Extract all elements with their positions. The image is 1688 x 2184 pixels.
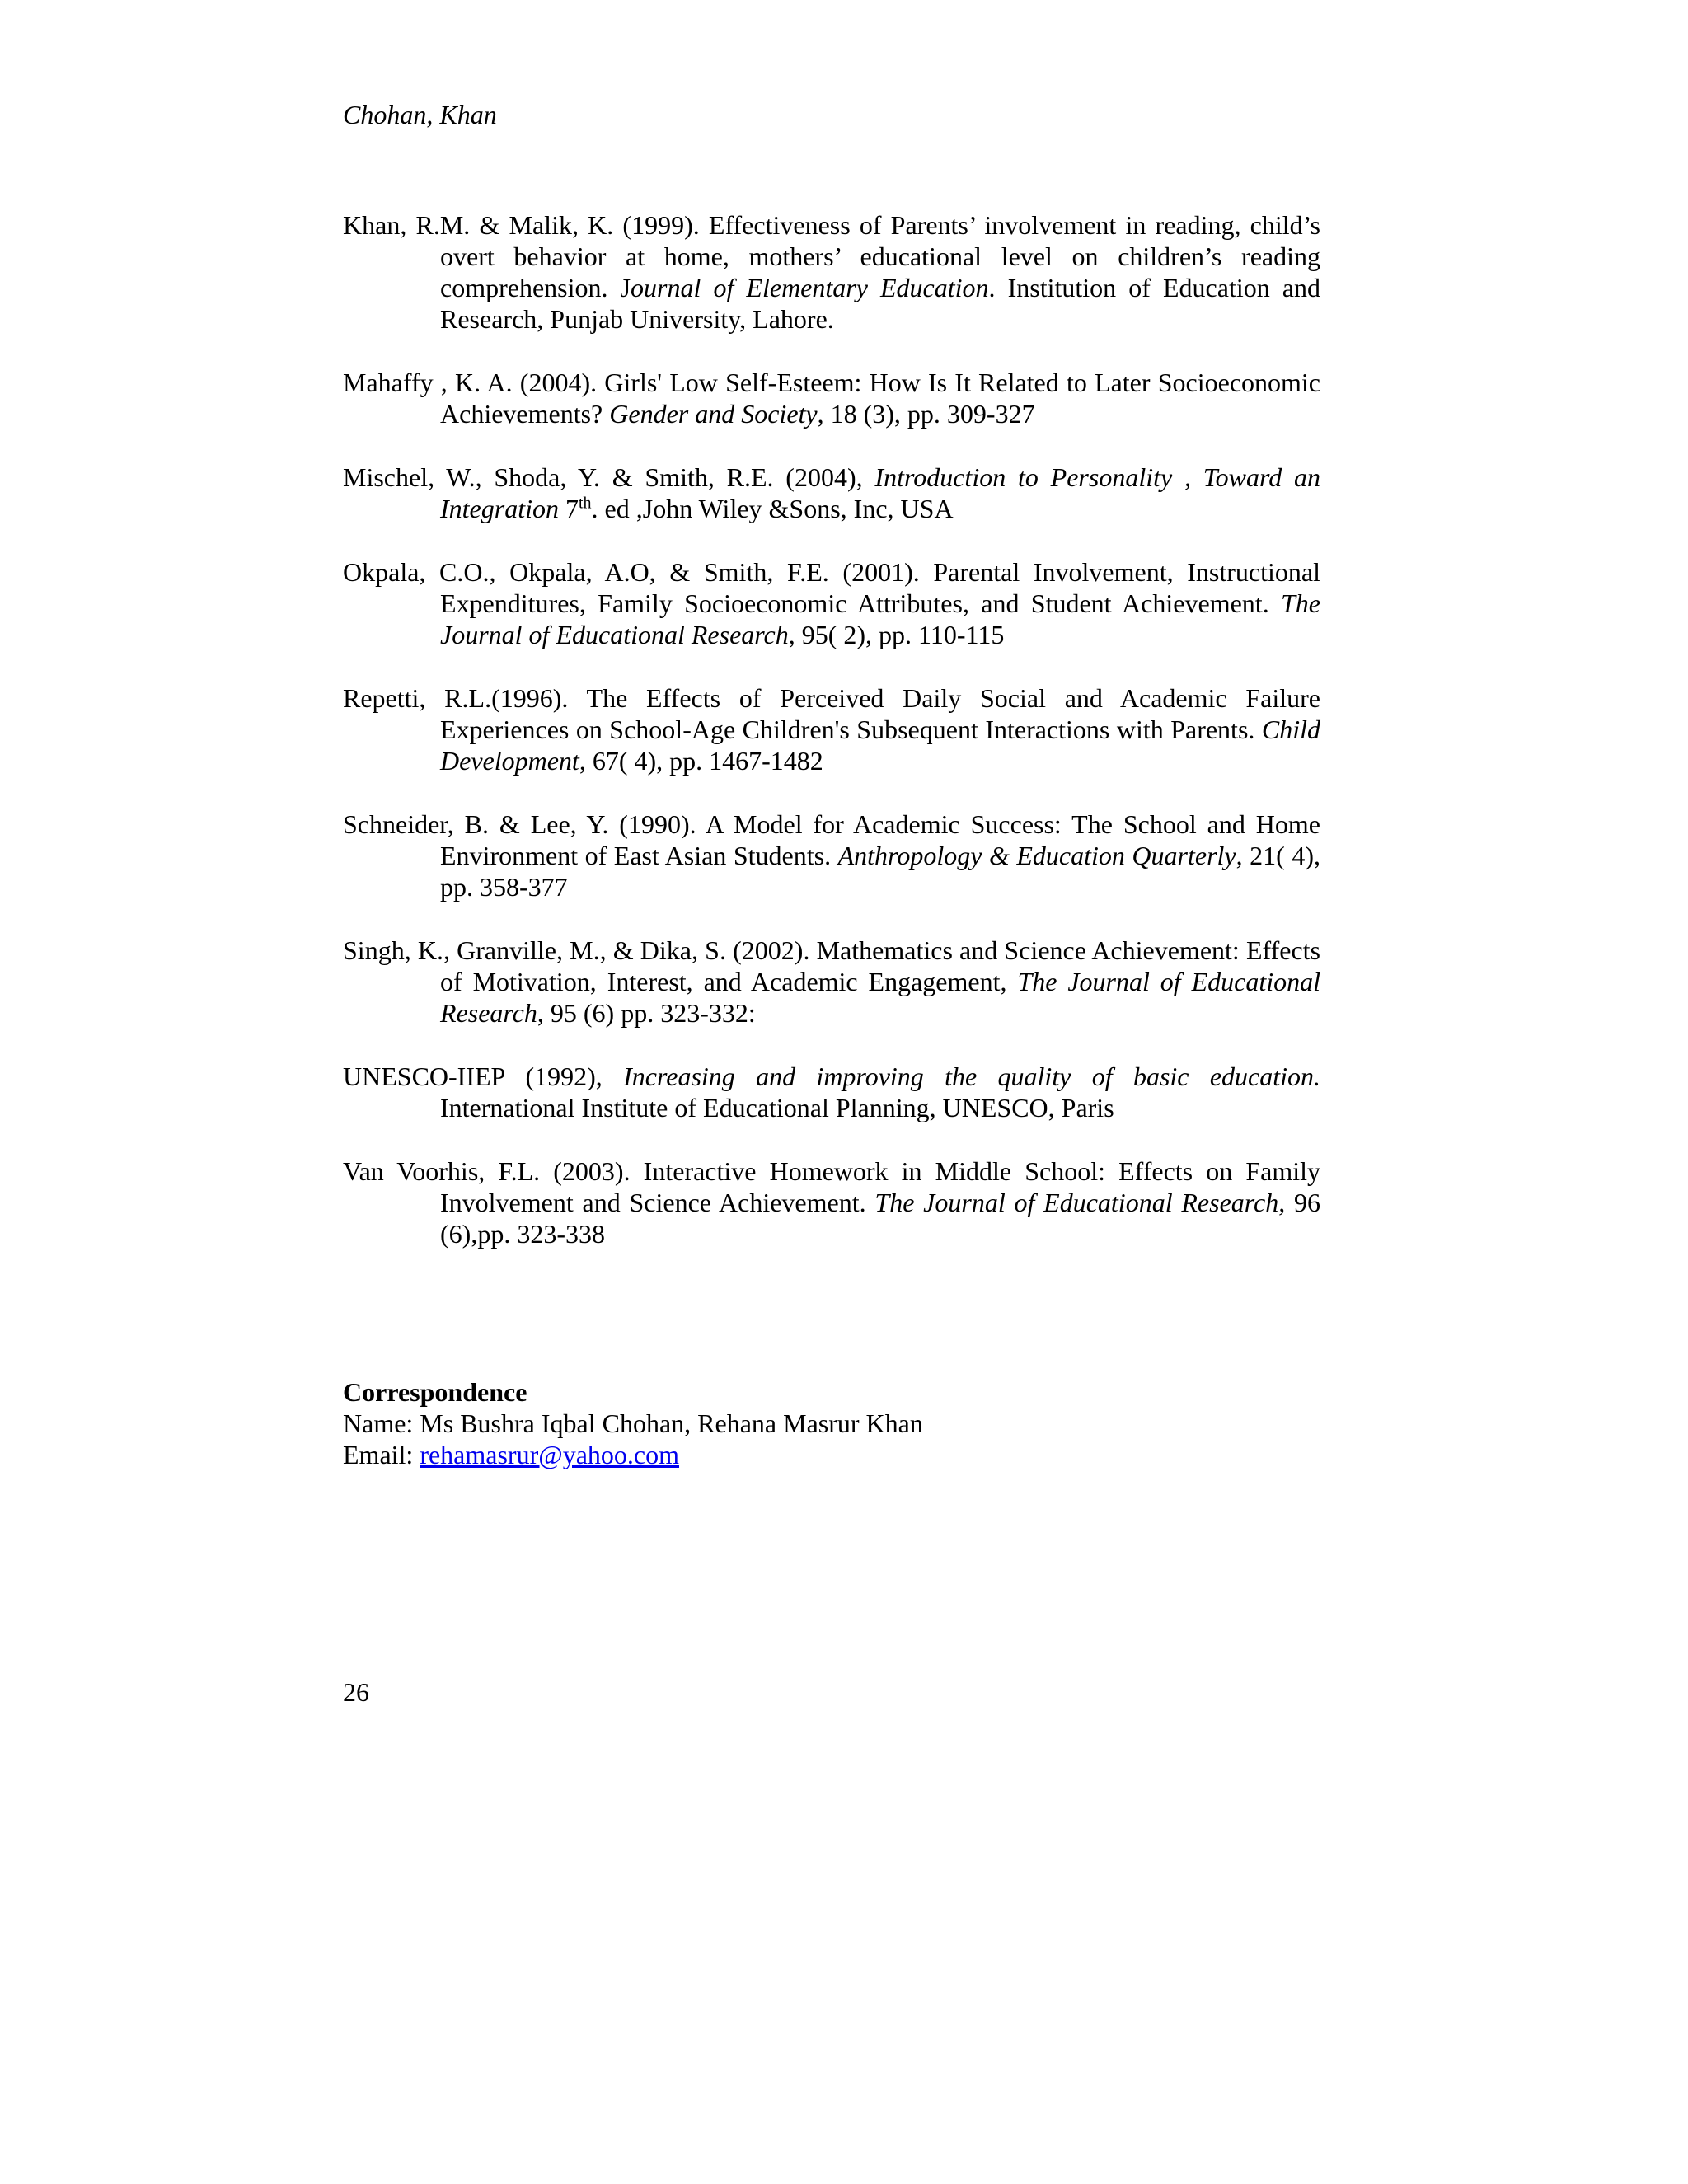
- reference-entry: [343, 209, 1320, 335]
- page-number: 26: [343, 1677, 369, 1707]
- correspondence-email-line: [343, 1439, 923, 1470]
- reference-text: , 95( 2), pp. 110-115: [788, 620, 1005, 649]
- reference-text: UNESCO-IIEP (1992),: [343, 1062, 624, 1091]
- reference-entry: [343, 367, 1320, 429]
- reference-entry: [343, 935, 1320, 1029]
- reference-italic-text: Anthropology & Education Quarterly: [837, 841, 1236, 870]
- reference-text: , 18 (3), pp. 309-327: [817, 399, 1035, 429]
- reference-text: , 21( 4), pp. 358-377: [440, 841, 1320, 902]
- email-link[interactable]: rehamasrur@yahoo.com: [420, 1440, 679, 1469]
- running-head: Chohan, Khan: [343, 100, 497, 129]
- reference-italic-text: Child Development: [440, 715, 1320, 776]
- reference-italic-text: The Journal of Educational Research: [440, 967, 1321, 1028]
- reference-list: [343, 209, 1320, 1282]
- reference-text: Schneider, B. & Lee, Y. (1990). A Model for Academic Success: The School and Home Environment of East Asian Students.: [343, 809, 1320, 870]
- correspondence-block: [343, 1376, 923, 1470]
- reference-entry: [343, 682, 1320, 776]
- reference-text: Okpala, C.O., Okpala, A.O, & Smith, F.E. (2001). Parental Involvement, Instructional Expenditures, Family Socioeconomic Attributes, and Student Achievement.: [343, 557, 1320, 618]
- reference-entry: [343, 808, 1320, 902]
- reference-text: Mahaffy , K. A. (2004). Girls' Low Self-Esteem: How Is It Related to Later Socioeconomic Achievements?: [343, 368, 1320, 429]
- reference-text: , 95 (6) pp. 323-332:: [537, 998, 756, 1028]
- reference-text: Singh, K., Granville, M., & Dika, S. (2002). Mathematics and Science Achievement: Effects of Motivation, Interest, and Academic Engagement,: [343, 935, 1320, 996]
- correspondence-heading: Correspondence: [343, 1377, 528, 1407]
- reference-italic-text: The Journal of Educational Research,: [874, 1188, 1286, 1217]
- reference-text: Van Voorhis, F.L. (2003). Interactive Homework in Middle School: Effects on Family Involvement and Science Achievement.: [343, 1156, 1320, 1217]
- reference-entry: [343, 556, 1320, 650]
- reference-italic-text: Increasing and improving the quality of basic education.: [623, 1062, 1321, 1091]
- reference-text: Khan, R.M. & Malik, K. (1999). Effectiveness of Parents’ involvement in reading, child’s overt behavior at home, mothers’ educational level on children’s reading comprehension. J: [343, 210, 1320, 302]
- reference-text: 96 (6),pp. 323-338: [440, 1188, 1321, 1249]
- reference-entry: [343, 462, 1320, 524]
- reference-italic-text: Introduction to Personality , Toward an Integration: [440, 462, 1321, 523]
- reference-entry: [343, 1155, 1320, 1249]
- reference-text: Mischel, W., Shoda, Y. & Smith, R.E. (2004),: [343, 462, 875, 492]
- reference-entry: [343, 1061, 1320, 1123]
- reference-italic-text: ournal of Elementary Education: [631, 273, 989, 302]
- reference-text: Repetti, R.L.(1996). The Effects of Perceived Daily Social and Academic Failure Experiences on School-Age Children's Subsequent Interactions with Parents.: [343, 683, 1320, 744]
- reference-text: , 67( 4), pp. 1467-1482: [579, 746, 823, 776]
- reference-italic-text: Gender and Society: [609, 399, 818, 429]
- reference-text: 7: [558, 494, 579, 523]
- reference-text: . Institution of Education and Research, Punjab University, Lahore.: [440, 273, 1320, 334]
- reference-text: International Institute of Educational Planning, UNESCO, Paris: [440, 1093, 1114, 1122]
- reference-italic-text: The Journal of Educational Research: [440, 588, 1320, 649]
- reference-superscript: th: [578, 494, 592, 513]
- email-label: Email:: [343, 1440, 420, 1469]
- correspondence-name: Name: Ms Bushra Iqbal Chohan, Rehana Masrur Khan: [343, 1408, 923, 1438]
- reference-text: . ed ,John Wiley &Sons, Inc, USA: [591, 494, 954, 523]
